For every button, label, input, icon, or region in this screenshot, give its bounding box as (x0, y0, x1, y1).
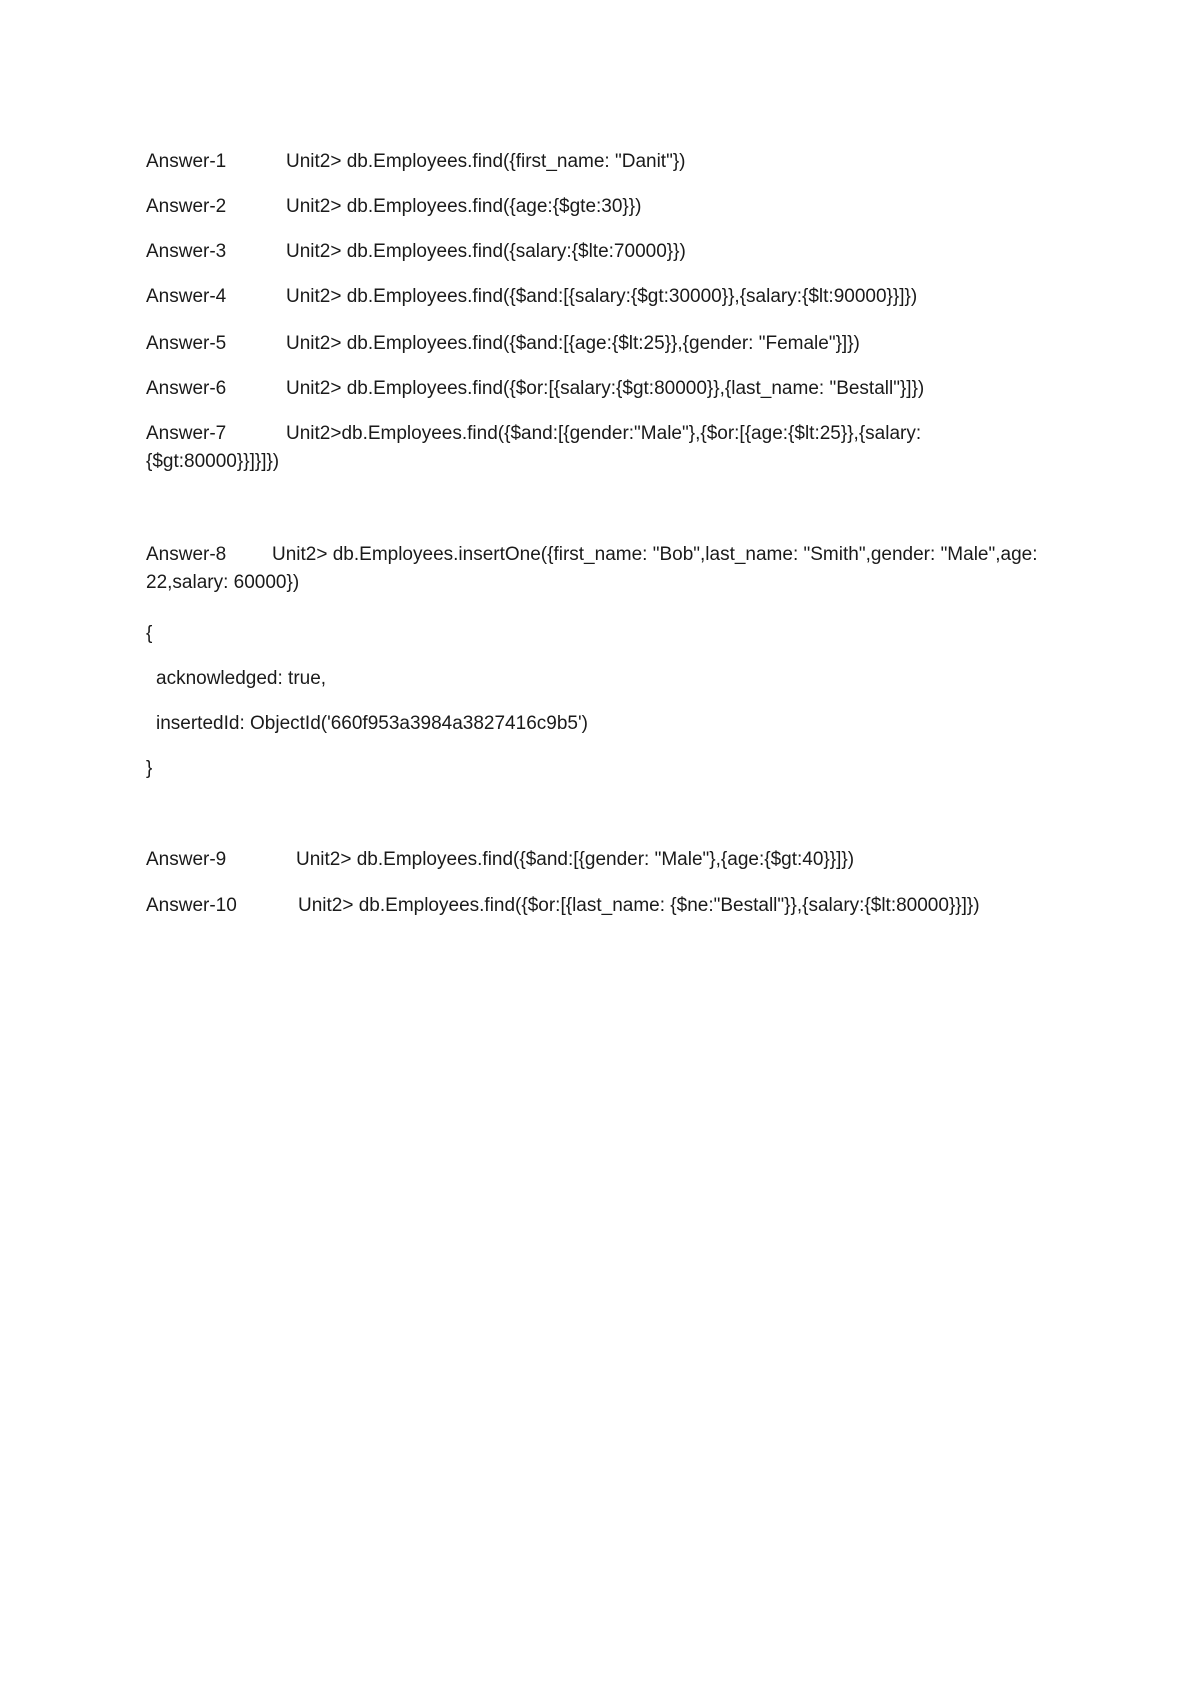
answer-9-line (146, 848, 854, 872)
answer-command: Unit2> db.Employees.find({$and:[{gender: "Male"},{age:{$gt:40}}]}) (296, 849, 855, 870)
answer-label: Answer-8 (146, 544, 227, 565)
answer-7-line (146, 420, 1046, 476)
answer-2-line (146, 195, 641, 219)
result-acknowledged: acknowledged: true, (156, 668, 327, 689)
answer-4-line (146, 285, 917, 309)
answer-label: Answer-5 (146, 333, 227, 354)
result-inserted-id: insertedId: ObjectId('660f953a3984a3827416c9b5') (156, 713, 588, 734)
answer-label: Answer-4 (146, 286, 227, 307)
answer-command: Unit2> db.Employees.find({salary:{$lte:70000}}) (286, 241, 686, 262)
answer-command: Unit2> db.Employees.find({$and:[{age:{$lt:25}},{gender: "Female"}]}) (286, 333, 860, 354)
answer-command: Unit2> db.Employees.find({age:{$gte:30}}) (286, 196, 642, 217)
answer-1-line (146, 150, 686, 174)
answer-label: Answer-7 (146, 423, 227, 444)
answer-command: Unit2> db.Employees.find({$or:[{salary:{$gt:80000}},{last_name: "Bestall"}]}) (286, 378, 925, 399)
answer-command: Unit2> db.Employees.insertOne({first_name: "Bob",last_name: "Smith",gender: "Male",age: 22,salary: 60000}) (146, 544, 1038, 593)
answer-label: Answer-9 (146, 849, 227, 870)
answer-5-line (146, 332, 860, 356)
result-open-brace: { (146, 623, 153, 644)
answer-label: Answer-3 (146, 241, 227, 262)
answer-label: Answer-6 (146, 378, 227, 399)
answer-label: Answer-1 (146, 151, 227, 172)
answer-command: Unit2> db.Employees.find({first_name: "Danit"}) (286, 151, 686, 172)
result-close-brace: } (146, 758, 153, 779)
answer-8-line (146, 541, 1046, 597)
answer-command: Unit2> db.Employees.find({$or:[{last_name: {$ne:"Bestall"}},{salary:{$lt:80000}}]}) (298, 895, 980, 916)
answer-3-line (146, 240, 686, 264)
answer-label: Answer-10 (146, 895, 237, 916)
answer-command: Unit2>db.Employees.find({$and:[{gender:"Male"},{$or:[{age:{$lt:25}},{salary: {$gt:80000}}]}]}) (146, 423, 922, 472)
answer-6-line (146, 377, 924, 401)
answer-command: Unit2> db.Employees.find({$and:[{salary:{$gt:30000}},{salary:{$lt:90000}}]}) (286, 286, 918, 307)
answer-10-line (146, 894, 980, 918)
answer-label: Answer-2 (146, 196, 227, 217)
